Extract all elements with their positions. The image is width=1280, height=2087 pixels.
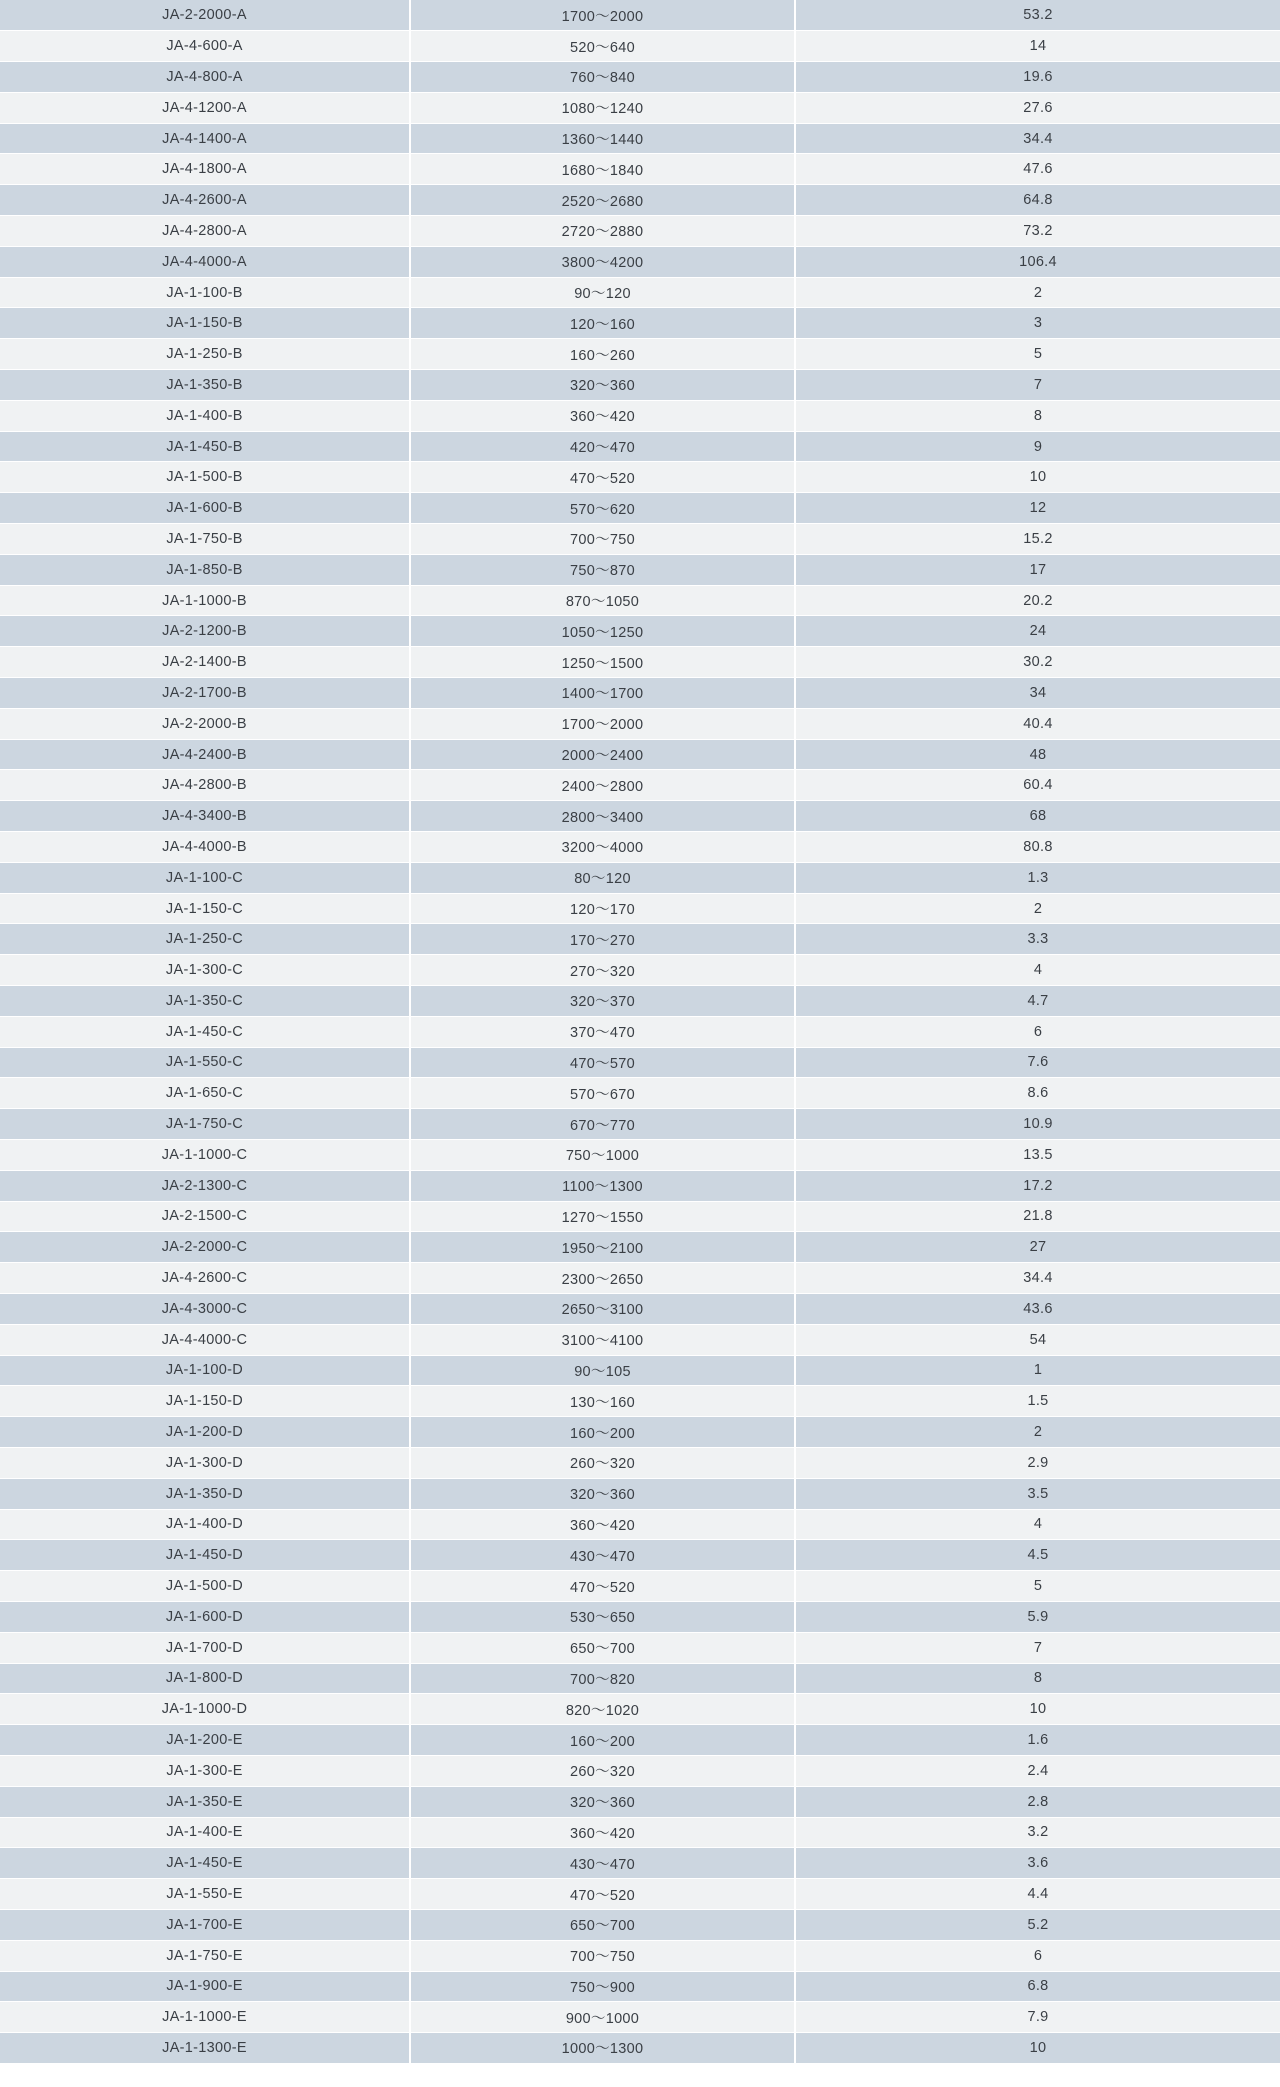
cell-range: 530～650	[410, 1601, 795, 1632]
table-row	[0, 1170, 1280, 1201]
cell-value: 30.2	[795, 647, 1280, 678]
cell-value: 2	[795, 893, 1280, 924]
table-row	[0, 92, 1280, 123]
cell-model: JA-2-2000-B	[0, 708, 410, 739]
cell-value: 7.9	[795, 2002, 1280, 2033]
table-row	[0, 862, 1280, 893]
cell-model: JA-1-200-E	[0, 1725, 410, 1756]
cell-value: 17	[795, 554, 1280, 585]
table-row	[0, 1571, 1280, 1602]
cell-value: 4	[795, 955, 1280, 986]
table-row	[0, 1386, 1280, 1417]
cell-model: JA-1-300-C	[0, 955, 410, 986]
table-row	[0, 770, 1280, 801]
cell-range: 3200～4000	[410, 832, 795, 863]
cell-value: 7	[795, 370, 1280, 401]
cell-value: 2	[795, 1417, 1280, 1448]
cell-model: JA-1-600-D	[0, 1601, 410, 1632]
cell-model: JA-1-150-C	[0, 893, 410, 924]
table-row	[0, 1447, 1280, 1478]
cell-value: 34	[795, 678, 1280, 709]
table-row	[0, 431, 1280, 462]
cell-model: JA-1-850-B	[0, 554, 410, 585]
cell-range: 900～1000	[410, 2002, 795, 2033]
cell-model: JA-4-800-A	[0, 62, 410, 93]
cell-value: 34.4	[795, 123, 1280, 154]
cell-model: JA-1-300-E	[0, 1755, 410, 1786]
cell-value: 8	[795, 1663, 1280, 1694]
table-row	[0, 2033, 1280, 2064]
cell-model: JA-1-500-B	[0, 462, 410, 493]
cell-model: JA-4-1800-A	[0, 154, 410, 185]
table-row	[0, 1663, 1280, 1694]
cell-value: 48	[795, 739, 1280, 770]
cell-model: JA-1-450-B	[0, 431, 410, 462]
cell-range: 470～570	[410, 1047, 795, 1078]
table-row	[0, 216, 1280, 247]
cell-value: 2	[795, 277, 1280, 308]
cell-model: JA-4-3000-C	[0, 1293, 410, 1324]
cell-model: JA-4-2800-A	[0, 216, 410, 247]
table-row	[0, 739, 1280, 770]
cell-range: 320～360	[410, 1786, 795, 1817]
table-row	[0, 1478, 1280, 1509]
cell-range: 170～270	[410, 924, 795, 955]
table-row	[0, 832, 1280, 863]
cell-range: 1270～1550	[410, 1201, 795, 1232]
cell-range: 1700～2000	[410, 708, 795, 739]
cell-model: JA-1-500-D	[0, 1571, 410, 1602]
table-row	[0, 1786, 1280, 1817]
cell-model: JA-4-4000-B	[0, 832, 410, 863]
table-row	[0, 708, 1280, 739]
cell-range: 420～470	[410, 431, 795, 462]
cell-value: 53.2	[795, 0, 1280, 31]
cell-model: JA-1-450-D	[0, 1540, 410, 1571]
table-row	[0, 647, 1280, 678]
cell-range: 470～520	[410, 1571, 795, 1602]
cell-value: 1.5	[795, 1386, 1280, 1417]
cell-value: 54	[795, 1324, 1280, 1355]
cell-model: JA-2-2000-A	[0, 0, 410, 31]
cell-range: 320～360	[410, 1478, 795, 1509]
cell-range: 650～700	[410, 1909, 795, 1940]
cell-value: 8	[795, 400, 1280, 431]
cell-range: 270～320	[410, 955, 795, 986]
cell-range: 160～200	[410, 1725, 795, 1756]
cell-model: JA-1-650-C	[0, 1078, 410, 1109]
cell-model: JA-4-2600-A	[0, 185, 410, 216]
cell-range: 3100～4100	[410, 1324, 795, 1355]
cell-model: JA-1-700-D	[0, 1632, 410, 1663]
cell-value: 15.2	[795, 524, 1280, 555]
cell-value: 47.6	[795, 154, 1280, 185]
table-row	[0, 678, 1280, 709]
cell-range: 130～160	[410, 1386, 795, 1417]
cell-range: 360～420	[410, 400, 795, 431]
cell-value: 5.2	[795, 1909, 1280, 1940]
cell-model: JA-1-400-D	[0, 1509, 410, 1540]
cell-value: 3.3	[795, 924, 1280, 955]
cell-model: JA-1-1000-B	[0, 585, 410, 616]
cell-model: JA-1-1300-E	[0, 2033, 410, 2064]
table-row	[0, 1047, 1280, 1078]
cell-model: JA-4-3400-B	[0, 801, 410, 832]
table-row	[0, 1755, 1280, 1786]
cell-model: JA-4-1200-A	[0, 92, 410, 123]
table-row	[0, 1817, 1280, 1848]
cell-model: JA-1-150-D	[0, 1386, 410, 1417]
table-row	[0, 1601, 1280, 1632]
cell-value: 2.8	[795, 1786, 1280, 1817]
cell-range: 470～520	[410, 462, 795, 493]
cell-range: 360～420	[410, 1817, 795, 1848]
cell-value: 106.4	[795, 246, 1280, 277]
cell-range: 700～750	[410, 1940, 795, 1971]
cell-value: 34.4	[795, 1263, 1280, 1294]
cell-value: 43.6	[795, 1293, 1280, 1324]
table-row	[0, 1694, 1280, 1725]
cell-value: 6.8	[795, 1971, 1280, 2002]
table-row	[0, 1879, 1280, 1910]
cell-model: JA-2-1200-B	[0, 616, 410, 647]
cell-model: JA-1-750-C	[0, 1109, 410, 1140]
cell-value: 2.4	[795, 1755, 1280, 1786]
cell-range: 2720～2880	[410, 216, 795, 247]
cell-value: 60.4	[795, 770, 1280, 801]
cell-value: 5.9	[795, 1601, 1280, 1632]
cell-model: JA-1-350-D	[0, 1478, 410, 1509]
cell-model: JA-1-250-B	[0, 339, 410, 370]
cell-model: JA-1-100-D	[0, 1355, 410, 1386]
cell-model: JA-2-1400-B	[0, 647, 410, 678]
cell-model: JA-1-350-B	[0, 370, 410, 401]
cell-range: 700～750	[410, 524, 795, 555]
cell-model: JA-1-1000-C	[0, 1139, 410, 1170]
table-row	[0, 524, 1280, 555]
table-row	[0, 893, 1280, 924]
cell-model: JA-1-100-B	[0, 277, 410, 308]
cell-value: 19.6	[795, 62, 1280, 93]
cell-range: 1100～1300	[410, 1170, 795, 1201]
cell-value: 20.2	[795, 585, 1280, 616]
cell-range: 120～170	[410, 893, 795, 924]
table-row	[0, 1540, 1280, 1571]
table-row	[0, 2002, 1280, 2033]
cell-range: 360～420	[410, 1509, 795, 1540]
cell-model: JA-1-350-C	[0, 986, 410, 1017]
cell-value: 7.6	[795, 1047, 1280, 1078]
table-row	[0, 400, 1280, 431]
cell-model: JA-1-750-E	[0, 1940, 410, 1971]
table-row	[0, 370, 1280, 401]
cell-model: JA-4-2800-B	[0, 770, 410, 801]
cell-model: JA-2-2000-C	[0, 1232, 410, 1263]
cell-value: 27.6	[795, 92, 1280, 123]
cell-model: JA-1-900-E	[0, 1971, 410, 2002]
cell-value: 9	[795, 431, 1280, 462]
table-row	[0, 1139, 1280, 1170]
cell-range: 260～320	[410, 1755, 795, 1786]
table-row	[0, 986, 1280, 1017]
table-row	[0, 277, 1280, 308]
cell-range: 160～200	[410, 1417, 795, 1448]
table-row	[0, 185, 1280, 216]
table-row	[0, 123, 1280, 154]
cell-range: 90～105	[410, 1355, 795, 1386]
cell-range: 750～870	[410, 554, 795, 585]
cell-range: 430～470	[410, 1540, 795, 1571]
table-row	[0, 585, 1280, 616]
cell-model: JA-1-100-C	[0, 862, 410, 893]
table-row	[0, 462, 1280, 493]
cell-range: 2300～2650	[410, 1263, 795, 1294]
cell-model: JA-1-750-B	[0, 524, 410, 555]
cell-range: 750～900	[410, 1971, 795, 2002]
table-row	[0, 1632, 1280, 1663]
cell-range: 1680～1840	[410, 154, 795, 185]
table-row	[0, 1725, 1280, 1756]
cell-range: 1250～1500	[410, 647, 795, 678]
table-row	[0, 1509, 1280, 1540]
cell-model: JA-1-400-B	[0, 400, 410, 431]
cell-range: 1050～1250	[410, 616, 795, 647]
cell-range: 2650～3100	[410, 1293, 795, 1324]
cell-range: 160～260	[410, 339, 795, 370]
cell-model: JA-1-450-E	[0, 1848, 410, 1879]
cell-model: JA-1-800-D	[0, 1663, 410, 1694]
cell-value: 3.5	[795, 1478, 1280, 1509]
table-row	[0, 1909, 1280, 1940]
cell-value: 10	[795, 1694, 1280, 1725]
table-row	[0, 955, 1280, 986]
cell-value: 4.4	[795, 1879, 1280, 1910]
cell-model: JA-1-600-B	[0, 493, 410, 524]
cell-value: 12	[795, 493, 1280, 524]
cell-model: JA-1-550-C	[0, 1047, 410, 1078]
table-row	[0, 1355, 1280, 1386]
table-row	[0, 154, 1280, 185]
cell-value: 1.3	[795, 862, 1280, 893]
cell-range: 370～470	[410, 1016, 795, 1047]
cell-range: 520～640	[410, 31, 795, 62]
cell-range: 700～820	[410, 1663, 795, 1694]
cell-range: 570～670	[410, 1078, 795, 1109]
cell-range: 1950～2100	[410, 1232, 795, 1263]
table-row	[0, 1078, 1280, 1109]
cell-value: 64.8	[795, 185, 1280, 216]
cell-range: 870～1050	[410, 585, 795, 616]
cell-range: 650～700	[410, 1632, 795, 1663]
cell-value: 68	[795, 801, 1280, 832]
cell-value: 6	[795, 1016, 1280, 1047]
cell-range: 3800～4200	[410, 246, 795, 277]
table-row	[0, 801, 1280, 832]
cell-model: JA-1-1000-E	[0, 2002, 410, 2033]
cell-value: 1.6	[795, 1725, 1280, 1756]
cell-value: 80.8	[795, 832, 1280, 863]
cell-range: 2000～2400	[410, 739, 795, 770]
table-row	[0, 554, 1280, 585]
cell-range: 750～1000	[410, 1139, 795, 1170]
cell-range: 820～1020	[410, 1694, 795, 1725]
cell-model: JA-4-2600-C	[0, 1263, 410, 1294]
cell-range: 1080～1240	[410, 92, 795, 123]
cell-range: 320～370	[410, 986, 795, 1017]
cell-range: 1700～2000	[410, 0, 795, 31]
cell-range: 320～360	[410, 370, 795, 401]
table-row	[0, 1263, 1280, 1294]
table-row	[0, 1016, 1280, 1047]
cell-value: 6	[795, 1940, 1280, 1971]
cell-model: JA-4-1400-A	[0, 123, 410, 154]
cell-value: 1	[795, 1355, 1280, 1386]
cell-range: 670～770	[410, 1109, 795, 1140]
table-row	[0, 1940, 1280, 1971]
cell-value: 2.9	[795, 1447, 1280, 1478]
cell-range: 2800～3400	[410, 801, 795, 832]
cell-value: 3.2	[795, 1817, 1280, 1848]
cell-range: 90～120	[410, 277, 795, 308]
table-row	[0, 1848, 1280, 1879]
table-row	[0, 339, 1280, 370]
cell-range: 80～120	[410, 862, 795, 893]
cell-range: 430～470	[410, 1848, 795, 1879]
table-row	[0, 1232, 1280, 1263]
cell-value: 10.9	[795, 1109, 1280, 1140]
cell-range: 120～160	[410, 308, 795, 339]
cell-value: 10	[795, 2033, 1280, 2064]
cell-value: 3	[795, 308, 1280, 339]
cell-model: JA-1-150-B	[0, 308, 410, 339]
table-row	[0, 1109, 1280, 1140]
table-row	[0, 62, 1280, 93]
cell-model: JA-1-550-E	[0, 1879, 410, 1910]
cell-model: JA-4-4000-C	[0, 1324, 410, 1355]
table-row	[0, 31, 1280, 62]
cell-model: JA-1-350-E	[0, 1786, 410, 1817]
cell-value: 21.8	[795, 1201, 1280, 1232]
table-row	[0, 0, 1280, 31]
cell-range: 2400～2800	[410, 770, 795, 801]
cell-model: JA-4-2400-B	[0, 739, 410, 770]
cell-range: 1360～1440	[410, 123, 795, 154]
cell-model: JA-1-300-D	[0, 1447, 410, 1478]
cell-value: 24	[795, 616, 1280, 647]
cell-range: 570～620	[410, 493, 795, 524]
cell-model: JA-2-1700-B	[0, 678, 410, 709]
cell-value: 4.7	[795, 986, 1280, 1017]
cell-range: 260～320	[410, 1447, 795, 1478]
table-row	[0, 1417, 1280, 1448]
cell-range: 1000～1300	[410, 2033, 795, 2064]
cell-value: 27	[795, 1232, 1280, 1263]
cell-model: JA-1-1000-D	[0, 1694, 410, 1725]
cell-value: 3.6	[795, 1848, 1280, 1879]
table-row	[0, 1971, 1280, 2002]
cell-value: 40.4	[795, 708, 1280, 739]
cell-value: 73.2	[795, 216, 1280, 247]
cell-model: JA-4-4000-A	[0, 246, 410, 277]
cell-model: JA-2-1300-C	[0, 1170, 410, 1201]
cell-model: JA-1-400-E	[0, 1817, 410, 1848]
cell-model: JA-2-1500-C	[0, 1201, 410, 1232]
table-row	[0, 1201, 1280, 1232]
cell-model: JA-1-200-D	[0, 1417, 410, 1448]
table-row	[0, 493, 1280, 524]
table-row	[0, 246, 1280, 277]
cell-value: 13.5	[795, 1139, 1280, 1170]
table-row	[0, 616, 1280, 647]
cell-value: 4.5	[795, 1540, 1280, 1571]
cell-model: JA-1-450-C	[0, 1016, 410, 1047]
cell-value: 8.6	[795, 1078, 1280, 1109]
table-row	[0, 308, 1280, 339]
cell-range: 2520～2680	[410, 185, 795, 216]
table-row	[0, 1293, 1280, 1324]
cell-value: 14	[795, 31, 1280, 62]
cell-range: 470～520	[410, 1879, 795, 1910]
cell-model: JA-1-700-E	[0, 1909, 410, 1940]
cell-model: JA-1-250-C	[0, 924, 410, 955]
cell-value: 17.2	[795, 1170, 1280, 1201]
cell-value: 7	[795, 1632, 1280, 1663]
cell-value: 5	[795, 339, 1280, 370]
cell-value: 5	[795, 1571, 1280, 1602]
table-row	[0, 1324, 1280, 1355]
table-row	[0, 924, 1280, 955]
cell-value: 4	[795, 1509, 1280, 1540]
cell-model: JA-4-600-A	[0, 31, 410, 62]
cell-range: 760～840	[410, 62, 795, 93]
cell-range: 1400～1700	[410, 678, 795, 709]
cell-value: 10	[795, 462, 1280, 493]
